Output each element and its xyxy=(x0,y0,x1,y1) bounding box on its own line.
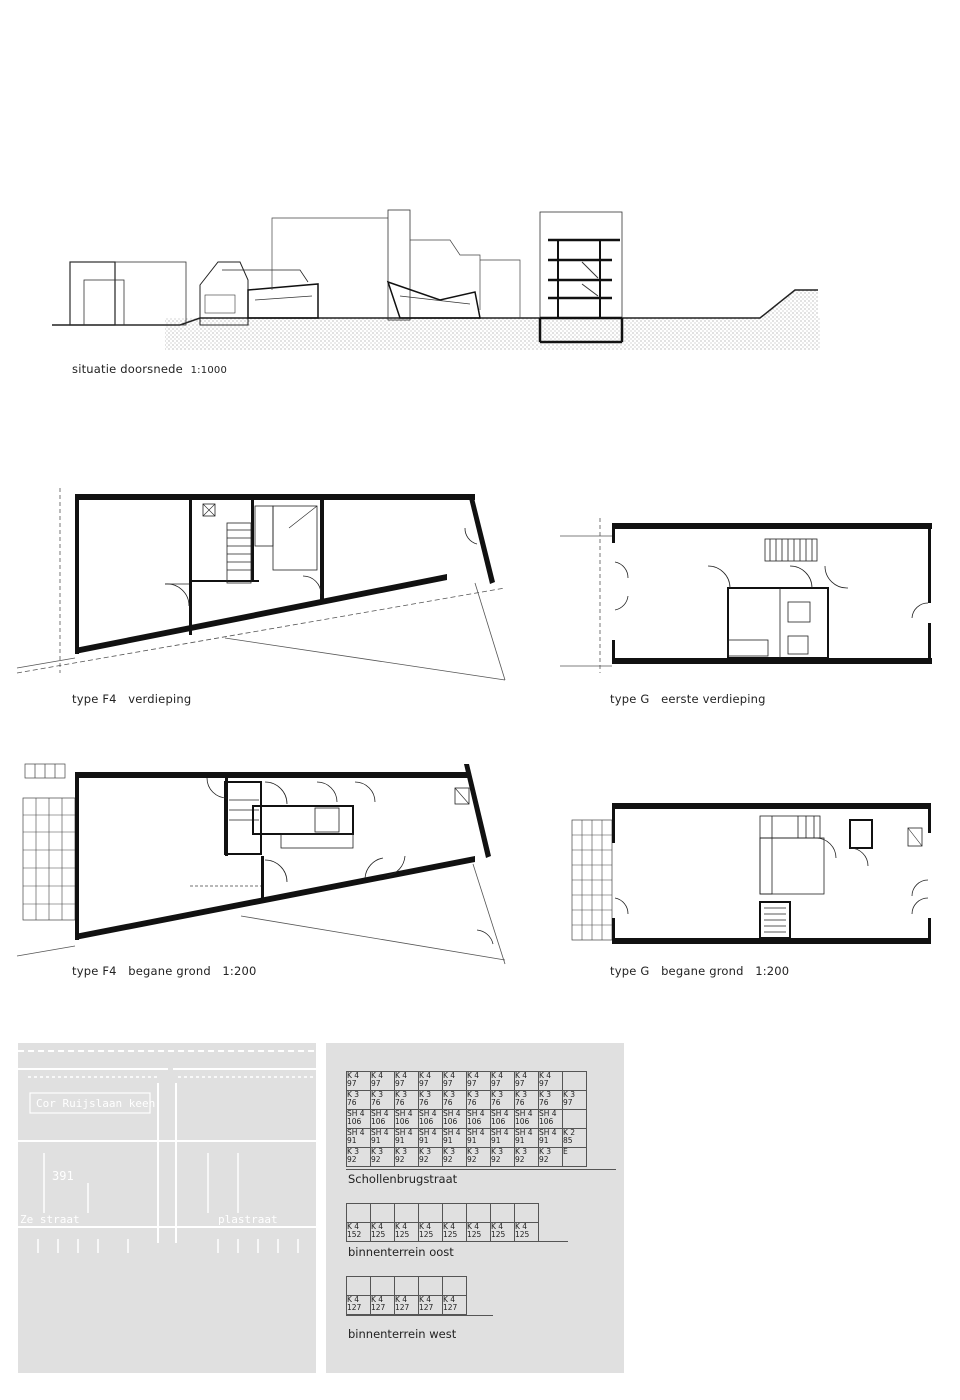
schedule-cell xyxy=(563,1148,587,1167)
unit-type: K 4 xyxy=(467,1071,480,1080)
floorplan-g-upper xyxy=(560,518,940,678)
schedule-cell xyxy=(443,1091,467,1110)
schedule-row xyxy=(347,1129,587,1148)
unit-area: 92 xyxy=(539,1155,549,1164)
unit-area: 106 xyxy=(419,1117,434,1126)
site-section-drawing xyxy=(0,0,960,400)
unit-area: 152 xyxy=(347,1230,362,1239)
site-map-panel xyxy=(18,1043,316,1373)
unit-area: 127 xyxy=(347,1303,362,1312)
unit-area: 97 xyxy=(563,1098,573,1107)
schedule-cell xyxy=(467,1091,491,1110)
site-label-right: plastraat xyxy=(218,1213,278,1226)
unit-type: K 4 xyxy=(395,1222,408,1231)
unit-type: K 4 xyxy=(395,1295,408,1304)
unit-area: 127 xyxy=(395,1303,410,1312)
schedule-row xyxy=(347,1223,539,1242)
unit-area: 125 xyxy=(515,1230,530,1239)
unit-type: K 4 xyxy=(347,1071,360,1080)
unit-schedule-panel xyxy=(326,1043,624,1373)
g-upper-caption-type: type xyxy=(610,692,637,706)
unit-type: K 4 xyxy=(443,1071,456,1080)
schedule-row xyxy=(347,1277,467,1296)
schedule-cell xyxy=(371,1277,395,1296)
unit-area: 76 xyxy=(395,1098,405,1107)
schedule-cell xyxy=(491,1223,515,1242)
unit-type: K 2 xyxy=(563,1128,576,1137)
schedule-cell xyxy=(395,1148,419,1167)
unit-type: K 4 xyxy=(467,1222,480,1231)
unit-area: 92 xyxy=(491,1155,501,1164)
unit-area: 97 xyxy=(515,1079,525,1088)
schedule-cell xyxy=(371,1072,395,1091)
schedule-cell xyxy=(395,1129,419,1148)
schedule-cell xyxy=(491,1148,515,1167)
unit-type: SH 4 xyxy=(467,1109,485,1118)
g-upper-caption-code: G xyxy=(640,692,650,706)
unit-type: SH 4 xyxy=(443,1128,461,1137)
g-ground-caption-label: begane grond xyxy=(661,964,744,978)
schedule-cell xyxy=(371,1296,395,1315)
schedule-cell xyxy=(467,1129,491,1148)
unit-area: 127 xyxy=(371,1303,386,1312)
unit-area: 91 xyxy=(467,1136,477,1145)
unit-area: 106 xyxy=(467,1117,482,1126)
unit-type: K 4 xyxy=(419,1071,432,1080)
unit-area: 91 xyxy=(419,1136,429,1145)
unit-area: 97 xyxy=(419,1079,429,1088)
schedule-cell xyxy=(443,1277,467,1296)
schedule-cell xyxy=(419,1091,443,1110)
schedule-cell xyxy=(347,1296,371,1315)
schedule-binnenterrein-west xyxy=(346,1276,467,1315)
schedule-cell xyxy=(515,1148,539,1167)
floorplan-f4-upper xyxy=(15,488,535,688)
schedule-cell xyxy=(443,1148,467,1167)
unit-area: 91 xyxy=(539,1136,549,1145)
schedule-cell xyxy=(347,1223,371,1242)
schedule-cell xyxy=(371,1204,395,1223)
schedule-row xyxy=(347,1148,587,1167)
unit-type: K 3 xyxy=(443,1147,456,1156)
unit-area: 97 xyxy=(443,1079,453,1088)
unit-type: K 4 xyxy=(347,1295,360,1304)
unit-type: SH 4 xyxy=(371,1128,389,1137)
unit-area: 106 xyxy=(443,1117,458,1126)
unit-type: SH 4 xyxy=(491,1109,509,1118)
g-ground-caption xyxy=(610,964,789,978)
unit-area: 97 xyxy=(395,1079,405,1088)
schedule-cell xyxy=(371,1223,395,1242)
unit-area: 91 xyxy=(371,1136,381,1145)
schedule-cell xyxy=(467,1204,491,1223)
unit-area: 76 xyxy=(419,1098,429,1107)
unit-type: SH 4 xyxy=(443,1109,461,1118)
schedule-cell xyxy=(395,1204,419,1223)
unit-type: K 3 xyxy=(371,1147,384,1156)
f4-ground-caption-scale: 1:200 xyxy=(222,964,257,978)
unit-type: K 3 xyxy=(395,1090,408,1099)
unit-area: 91 xyxy=(491,1136,501,1145)
unit-type: SH 4 xyxy=(467,1128,485,1137)
unit-type: K 4 xyxy=(443,1222,456,1231)
schedule-cell xyxy=(347,1110,371,1129)
unit-area: 91 xyxy=(515,1136,525,1145)
schedule-cell xyxy=(467,1148,491,1167)
unit-area: 97 xyxy=(347,1079,357,1088)
unit-area: 97 xyxy=(539,1079,549,1088)
schedule-cell xyxy=(515,1110,539,1129)
schedule-cell xyxy=(443,1296,467,1315)
unit-area: 106 xyxy=(371,1117,386,1126)
g-upper-caption-label: eerste verdieping xyxy=(661,692,766,706)
unit-area: 92 xyxy=(515,1155,525,1164)
schedule-cell xyxy=(443,1110,467,1129)
schedule-cell xyxy=(419,1110,443,1129)
unit-area: 91 xyxy=(347,1136,357,1145)
section-caption-scale: 1:1000 xyxy=(190,365,228,376)
unit-area: 76 xyxy=(347,1098,357,1107)
schedule-cell xyxy=(371,1110,395,1129)
unit-type: K 3 xyxy=(539,1090,552,1099)
unit-area: 92 xyxy=(395,1155,405,1164)
schedule-cell xyxy=(539,1091,563,1110)
f4-upper-caption-code: F4 xyxy=(102,692,117,706)
schedule-cell xyxy=(491,1204,515,1223)
section-caption-text: situatie doorsnede xyxy=(72,362,183,376)
floorplan-g-ground xyxy=(560,798,940,958)
unit-area: 127 xyxy=(419,1303,434,1312)
unit-type: K 3 xyxy=(515,1147,528,1156)
schedule-cell xyxy=(491,1129,515,1148)
f4-upper-caption-type: type xyxy=(72,692,99,706)
site-number: 391 xyxy=(52,1169,74,1183)
unit-type: SH 4 xyxy=(491,1128,509,1137)
unit-type: K 3 xyxy=(443,1090,456,1099)
f4-ground-caption-type: type xyxy=(72,964,99,978)
unit-type: K 3 xyxy=(419,1147,432,1156)
schedule-cell xyxy=(467,1110,491,1129)
g-ground-caption-type: type xyxy=(610,964,637,978)
unit-type: SH 4 xyxy=(515,1109,533,1118)
unit-type: K 3 xyxy=(347,1090,360,1099)
unit-area: 106 xyxy=(539,1117,554,1126)
f4-ground-caption-label: begane grond xyxy=(128,964,211,978)
unit-area: 91 xyxy=(395,1136,405,1145)
unit-area: 106 xyxy=(347,1117,362,1126)
unit-area: 92 xyxy=(371,1155,381,1164)
f4-ground-caption xyxy=(72,964,257,978)
section-caption xyxy=(72,362,227,376)
schedule-cell xyxy=(347,1072,371,1091)
unit-type: SH 4 xyxy=(515,1128,533,1137)
unit-area: 125 xyxy=(467,1230,482,1239)
unit-type: K 3 xyxy=(491,1147,504,1156)
unit-type: SH 4 xyxy=(395,1128,413,1137)
schedule-cell xyxy=(563,1110,587,1129)
schedule-cell xyxy=(395,1296,419,1315)
unit-type: K 4 xyxy=(515,1222,528,1231)
unit-type: SH 4 xyxy=(539,1128,557,1137)
unit-type: E xyxy=(563,1147,568,1156)
unit-area: 92 xyxy=(419,1155,429,1164)
schedule-rule-oost xyxy=(346,1241,568,1242)
schedule-row xyxy=(347,1072,587,1091)
unit-type: K 3 xyxy=(539,1147,552,1156)
unit-area: 106 xyxy=(515,1117,530,1126)
schedule-cell xyxy=(467,1223,491,1242)
unit-type: K 4 xyxy=(491,1071,504,1080)
site-label-left: Ze straat xyxy=(20,1213,80,1226)
unit-area: 106 xyxy=(395,1117,410,1126)
schedule-cell xyxy=(419,1129,443,1148)
unit-type: K 3 xyxy=(563,1090,576,1099)
unit-area: 125 xyxy=(371,1230,386,1239)
schedule-cell xyxy=(347,1129,371,1148)
unit-area: 76 xyxy=(371,1098,381,1107)
floorplan-f4-ground xyxy=(15,760,535,965)
unit-type: K 3 xyxy=(467,1090,480,1099)
schedule-label-schollenbrugstraat: Schollenbrugstraat xyxy=(348,1172,458,1186)
schedule-cell xyxy=(419,1277,443,1296)
schedule-cell xyxy=(419,1072,443,1091)
schedule-cell xyxy=(347,1091,371,1110)
schedule-cell xyxy=(395,1091,419,1110)
unit-type: K 3 xyxy=(491,1090,504,1099)
schedule-cell xyxy=(419,1296,443,1315)
schedule-cell xyxy=(563,1091,587,1110)
schedule-cell xyxy=(515,1223,539,1242)
schedule-cell xyxy=(395,1277,419,1296)
schedule-cell xyxy=(371,1129,395,1148)
schedule-cell xyxy=(419,1204,443,1223)
unit-area: 125 xyxy=(419,1230,434,1239)
schedule-binnenterrein-oost xyxy=(346,1203,539,1242)
unit-area: 97 xyxy=(491,1079,501,1088)
schedule-cell xyxy=(539,1129,563,1148)
schedule-cell xyxy=(395,1072,419,1091)
f4-upper-caption xyxy=(72,692,191,706)
g-ground-caption-scale: 1:200 xyxy=(755,964,790,978)
unit-type: K 3 xyxy=(419,1090,432,1099)
schedule-cell xyxy=(347,1277,371,1296)
g-upper-caption xyxy=(610,692,766,706)
schedule-cell xyxy=(515,1091,539,1110)
unit-type: SH 4 xyxy=(395,1109,413,1118)
schedule-row xyxy=(347,1204,539,1223)
unit-type: SH 4 xyxy=(419,1128,437,1137)
unit-area: 92 xyxy=(347,1155,357,1164)
schedule-cell xyxy=(539,1072,563,1091)
unit-type: K 3 xyxy=(467,1147,480,1156)
unit-area: 97 xyxy=(467,1079,477,1088)
unit-type: SH 4 xyxy=(371,1109,389,1118)
unit-area: 127 xyxy=(443,1303,458,1312)
schedule-row xyxy=(347,1091,587,1110)
unit-area: 97 xyxy=(371,1079,381,1088)
unit-area: 125 xyxy=(443,1230,458,1239)
schedule-cell xyxy=(395,1110,419,1129)
schedule-cell xyxy=(371,1148,395,1167)
schedule-cell xyxy=(491,1072,515,1091)
unit-area: 76 xyxy=(515,1098,525,1107)
schedule-cell xyxy=(443,1223,467,1242)
schedule-cell xyxy=(443,1204,467,1223)
schedule-label-binnenterrein-oost: binnenterrein oost xyxy=(348,1245,454,1259)
schedule-cell xyxy=(539,1110,563,1129)
unit-type: SH 4 xyxy=(347,1128,365,1137)
unit-type: K 4 xyxy=(491,1222,504,1231)
site-street-top: Cor Ruijslaan keen xyxy=(36,1097,156,1110)
unit-area: 76 xyxy=(467,1098,477,1107)
schedule-row xyxy=(347,1296,467,1315)
unit-type: K 4 xyxy=(371,1295,384,1304)
unit-area: 125 xyxy=(395,1230,410,1239)
schedule-cell xyxy=(395,1223,419,1242)
unit-area: 85 xyxy=(563,1136,573,1145)
schedule-cell xyxy=(563,1129,587,1148)
schedule-cell xyxy=(419,1223,443,1242)
unit-area: 76 xyxy=(443,1098,453,1107)
schedule-cell xyxy=(347,1204,371,1223)
schedule-cell xyxy=(443,1129,467,1148)
unit-type: SH 4 xyxy=(419,1109,437,1118)
f4-upper-caption-label: verdieping xyxy=(128,692,192,706)
schedule-cell xyxy=(371,1091,395,1110)
schedule-cell xyxy=(491,1110,515,1129)
unit-area: 92 xyxy=(467,1155,477,1164)
unit-type: K 3 xyxy=(371,1090,384,1099)
unit-type: K 3 xyxy=(347,1147,360,1156)
schedule-cell xyxy=(539,1148,563,1167)
unit-type: SH 4 xyxy=(539,1109,557,1118)
unit-type: SH 4 xyxy=(347,1109,365,1118)
unit-area: 92 xyxy=(443,1155,453,1164)
g-ground-caption-code: G xyxy=(640,964,650,978)
schedule-cell xyxy=(515,1204,539,1223)
unit-type: K 4 xyxy=(371,1222,384,1231)
schedule-cell xyxy=(515,1129,539,1148)
unit-type: K 3 xyxy=(515,1090,528,1099)
schedule-cell xyxy=(419,1148,443,1167)
schedule-label-binnenterrein-west: binnenterrein west xyxy=(348,1327,457,1341)
unit-type: K 4 xyxy=(347,1222,360,1231)
unit-area: 125 xyxy=(491,1230,506,1239)
unit-type: K 4 xyxy=(443,1295,456,1304)
unit-type: K 4 xyxy=(539,1071,552,1080)
unit-type: K 4 xyxy=(515,1071,528,1080)
unit-area: 91 xyxy=(443,1136,453,1145)
unit-area: 76 xyxy=(539,1098,549,1107)
f4-ground-caption-code: F4 xyxy=(102,964,117,978)
schedule-cell xyxy=(563,1072,587,1091)
unit-type: K 3 xyxy=(395,1147,408,1156)
unit-type: K 4 xyxy=(419,1295,432,1304)
schedule-schollenbrugstraat xyxy=(346,1071,587,1167)
schedule-cell xyxy=(467,1072,491,1091)
schedule-cell xyxy=(347,1148,371,1167)
unit-area: 76 xyxy=(491,1098,501,1107)
schedule-cell xyxy=(515,1072,539,1091)
unit-type: K 4 xyxy=(371,1071,384,1080)
schedule-rule-west xyxy=(346,1315,493,1316)
unit-type: K 4 xyxy=(395,1071,408,1080)
schedule-cell xyxy=(443,1072,467,1091)
unit-area: 106 xyxy=(491,1117,506,1126)
unit-type: K 4 xyxy=(419,1222,432,1231)
schedule-rule-schollen xyxy=(346,1169,616,1170)
schedule-cell xyxy=(491,1091,515,1110)
schedule-row xyxy=(347,1110,587,1129)
